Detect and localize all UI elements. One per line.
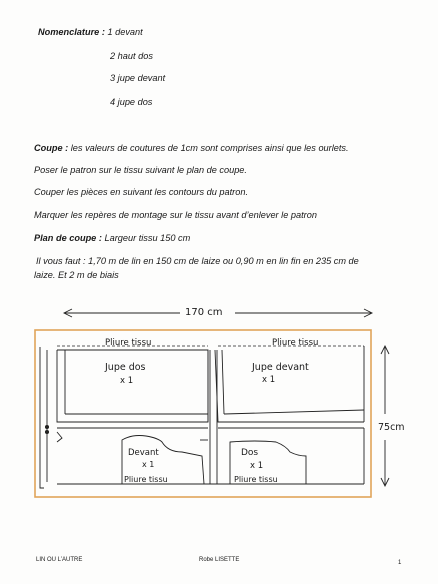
nomenclature-item: 1 devant [107,27,143,37]
piece-label-devant: Devant [128,448,159,458]
plan-text: Largeur tissu 150 cm [104,233,191,243]
piece-label-jupe-devant: Jupe devant [252,362,309,373]
page-number: 1 [398,560,402,566]
fold-label: Pliure tissu [105,338,152,348]
width-label: 170 cm [185,307,223,318]
middle-lines [57,350,364,484]
fold-label: Pliure tissu [272,338,319,348]
piece-qty: x 1 [120,376,134,386]
instruction-line: Marquer les repères de montage sur le tissu avant d’enlever le patron [34,210,317,220]
fabric-requirement-line-1: Il vous faut : 1,70 m de lin en 150 cm de laize ou 0,90 m en lin fin en 235 cm de [36,256,359,266]
nomenclature-item: 3 jupe devant [110,73,166,83]
fold-label: Pliure tissu [234,475,278,484]
height-dimension-arrow [381,346,389,486]
instruction-line: Couper les pièces en suivant les contours du patron. [34,187,248,197]
footer-center: Robe LISETTE [199,557,240,563]
piece-label-dos: Dos [241,448,259,458]
instruction-line: Poser le patron sur le tissu suivant le plan de coupe. [34,165,247,175]
selvedge-lines [40,347,49,488]
height-label: 75cm [378,422,405,433]
nomenclature-item: 4 jupe dos [110,97,153,107]
pattern-piece-jupe-devant [215,346,364,422]
notch-mark [57,432,62,442]
plan-label: Plan de coupe : [34,233,102,243]
fold-label: Pliure tissu [124,475,168,484]
piece-qty: x 1 [250,461,264,471]
piece-qty: x 1 [142,460,155,469]
fabric-requirement-line-2: laize. Et 2 m de biais [34,270,119,280]
footer-left: LIN OU L’AUTRE [36,557,83,563]
nomenclature-item: 2 haut dos [110,51,153,61]
coupe-text: les valeurs de coutures de 1cm sont comprises ainsi que les ourlets. [70,143,349,153]
nomenclature-label: Nomenclature : [38,27,105,37]
piece-label-jupe-dos: Jupe dos [105,362,146,373]
piece-qty: x 1 [262,375,276,385]
coupe-label: Coupe : [34,143,69,153]
